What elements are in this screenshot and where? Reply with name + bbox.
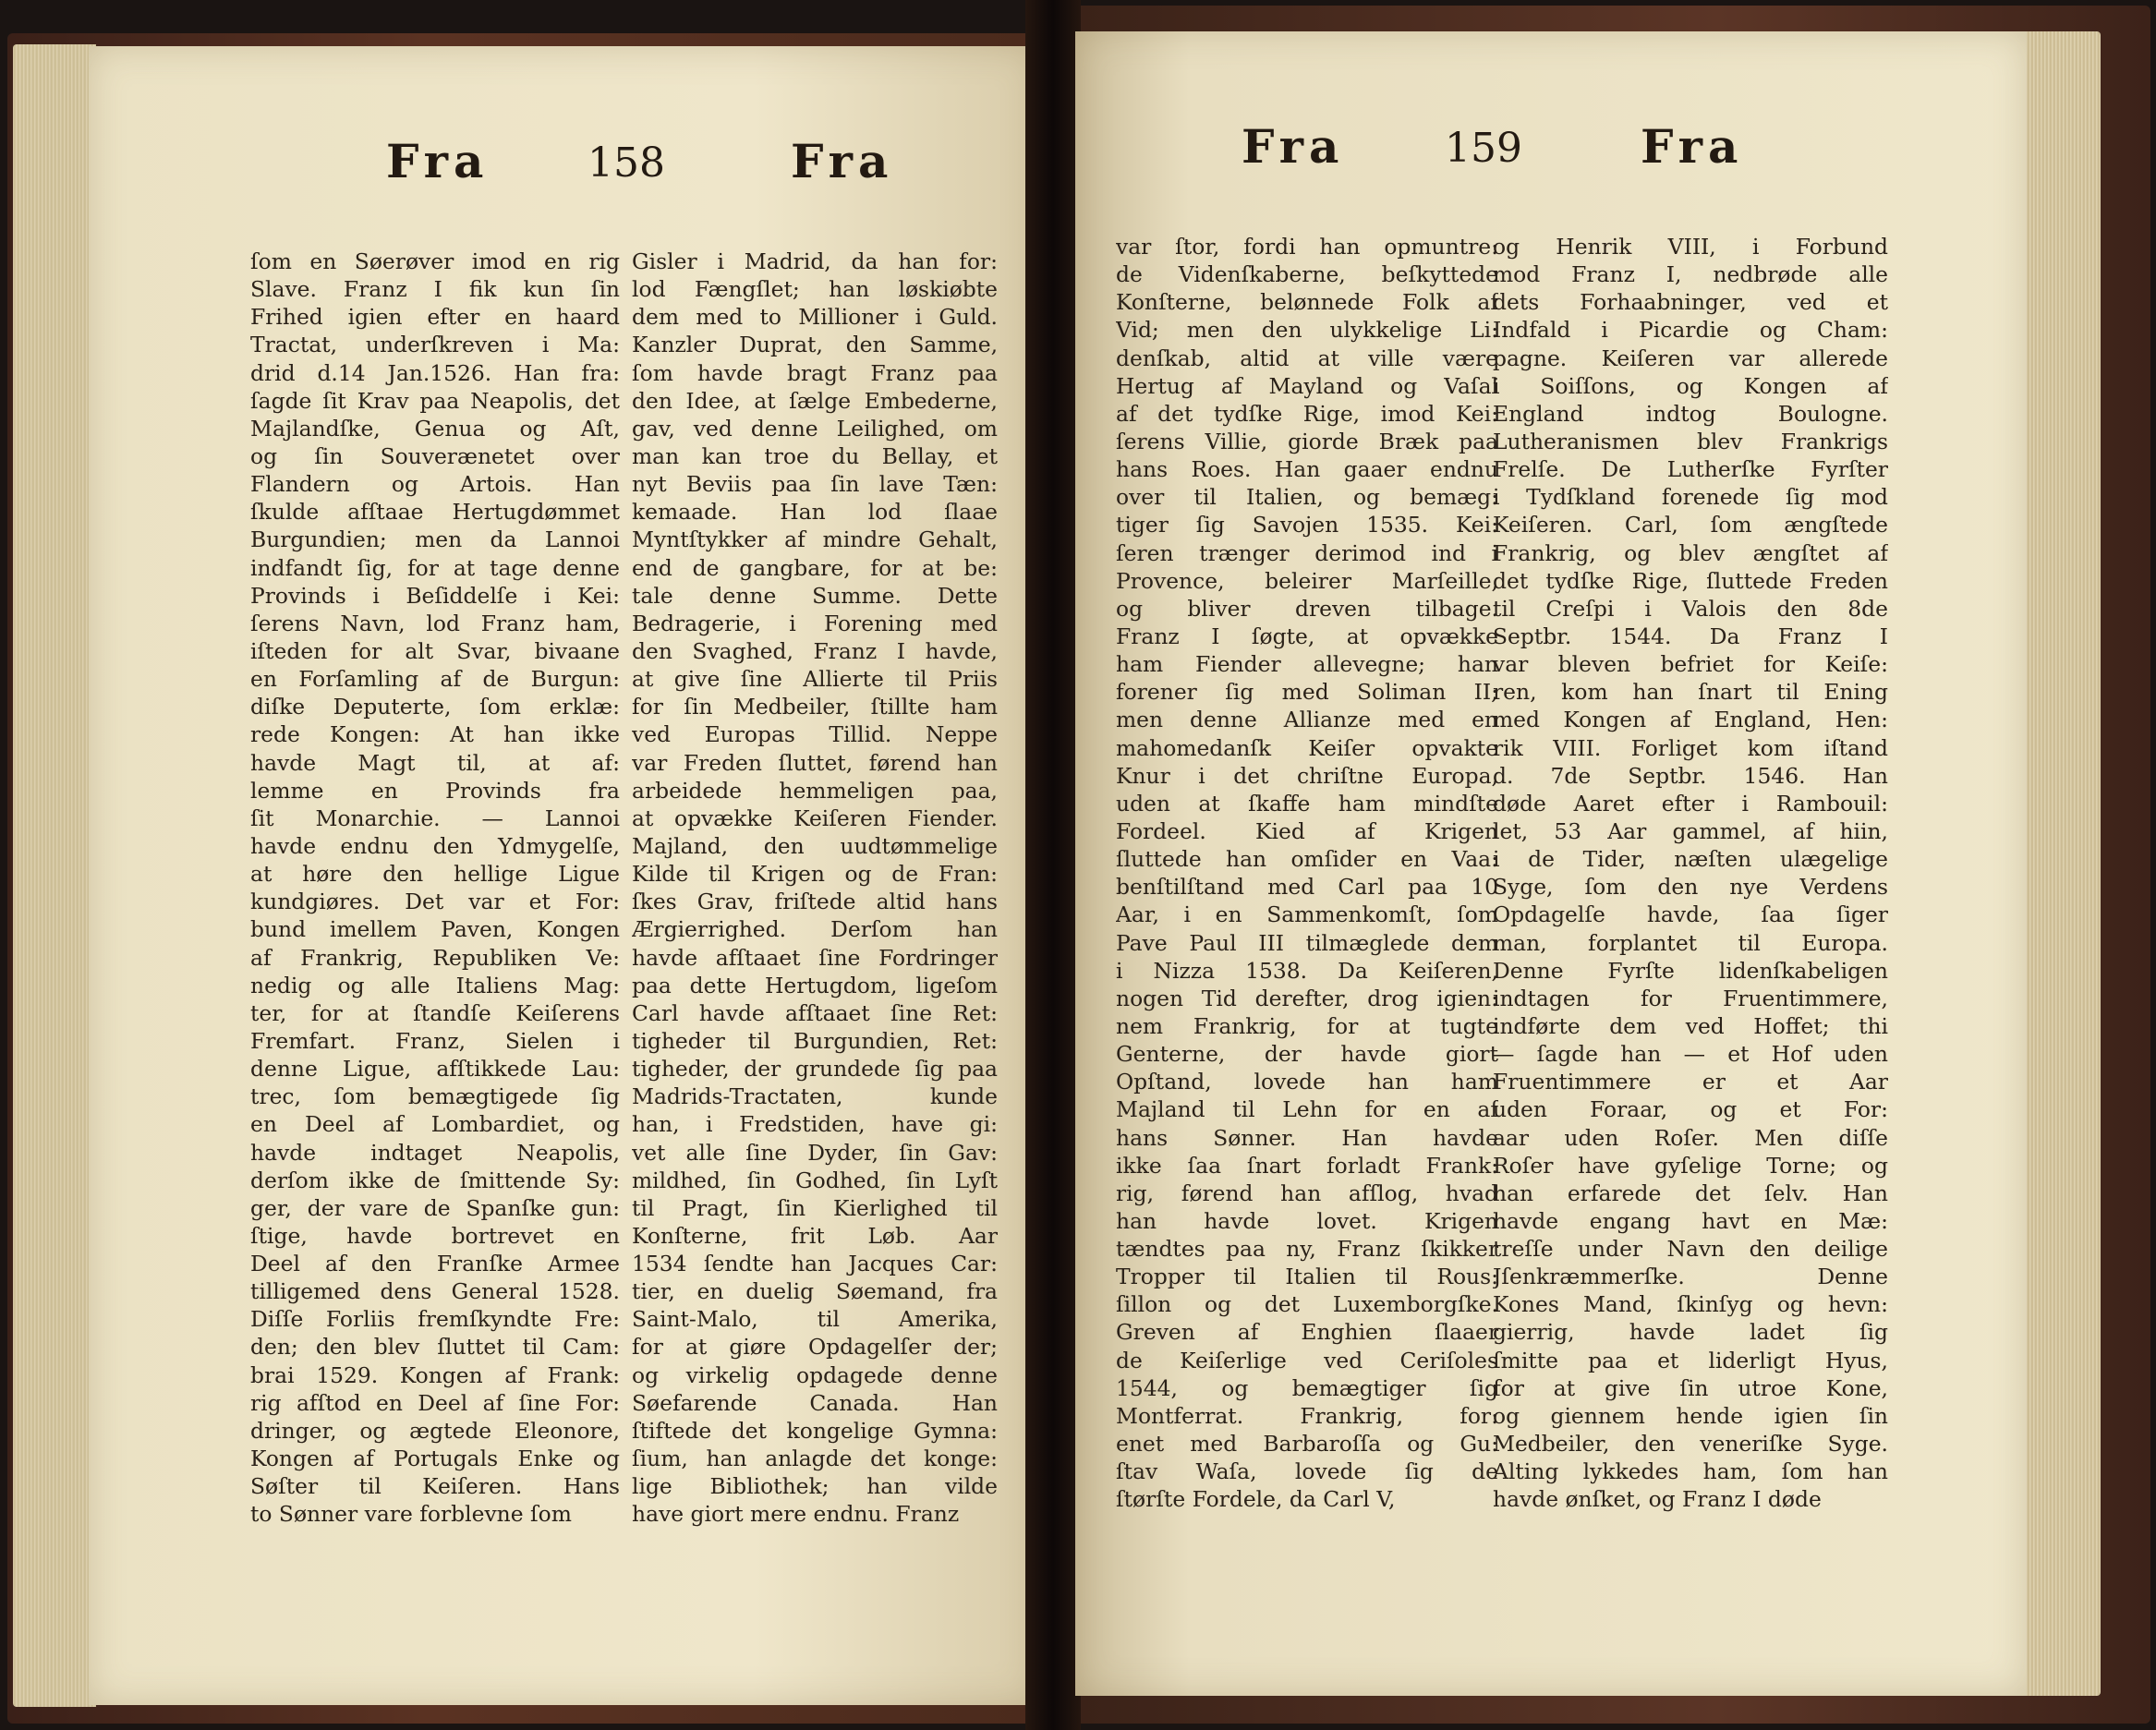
text-line: arbeidede hemmeligen paa, bbox=[632, 777, 998, 804]
text-line: mod Franz I, nedbrøde alle bbox=[1493, 261, 1888, 288]
text-line: han, i Fredstiden, have gi: bbox=[632, 1111, 998, 1138]
text-line: for ſin Medbeiler, ſtillte ham bbox=[632, 694, 998, 720]
text-line: denſkab, altid at ville være bbox=[1116, 345, 1498, 371]
text-line: Fremfart. Franz, Sielen i bbox=[250, 1027, 620, 1054]
text-line: Myntſtykker af mindre Gehalt, bbox=[632, 526, 998, 553]
text-line: for at give ſin utroe Kone, bbox=[1493, 1374, 1888, 1401]
text-line: Franz I ſøgte, at opvække bbox=[1116, 623, 1498, 649]
text-line: ger, der vare de Spanſke gun: bbox=[250, 1194, 620, 1221]
running-header-left bbox=[89, 134, 1038, 217]
text-line: havde engang havt en Mæ: bbox=[1493, 1207, 1888, 1234]
text-line: ſtav Waſa, lovede ſig de bbox=[1116, 1458, 1498, 1485]
text-line: to Sønner vare forblevne ſom bbox=[250, 1501, 572, 1528]
text-line: gierrig, havde ladet ſig bbox=[1493, 1319, 1888, 1346]
text-line: benſtilſtand med Carl paa 10 bbox=[1116, 874, 1498, 901]
page-159 bbox=[1075, 31, 2027, 1696]
left-page-stack bbox=[13, 44, 96, 1707]
text-line: en Forſamling af de Burgun: bbox=[250, 666, 620, 693]
text-line: uden Foraar, og et For: bbox=[1493, 1096, 1888, 1123]
text-line: havde indtaget Neapolis, bbox=[250, 1139, 620, 1166]
text-line: Pave Paul III tilmæglede dem bbox=[1116, 929, 1498, 956]
text-line: Vid; men den ulykkelige Li: bbox=[1116, 317, 1498, 344]
text-line: ikke ſaa ſnart forladt Frank: bbox=[1116, 1152, 1498, 1179]
text-line: ren, kom han ſnart til Ening bbox=[1493, 679, 1888, 706]
text-line: at høre den hellige Ligue bbox=[250, 861, 620, 888]
text-line: døde Aaret efter i Rambouil: bbox=[1493, 790, 1888, 817]
text-line: Majlandſke, Genua og Aſt, bbox=[250, 415, 620, 442]
text-line: have giort mere endnu. Franz bbox=[632, 1501, 960, 1528]
text-line: d. 7de Septbr. 1546. Han bbox=[1493, 762, 1888, 789]
text-line: i Tydſkland forenede ſig mod bbox=[1493, 484, 1888, 511]
text-line: den Idee, at ſælge Embederne, bbox=[632, 387, 998, 414]
text-line: Majland til Lehn for en af bbox=[1116, 1096, 1498, 1123]
text-line: Konſterne, frit Løb. Aar bbox=[632, 1222, 998, 1249]
page-number: 159 bbox=[1445, 125, 1522, 172]
text-line: Frankrig, og blev ængſtet af bbox=[1493, 539, 1888, 566]
text-line: rig, førend han afſlog, hvad bbox=[1116, 1180, 1498, 1206]
text-line: trec, ſom bemægtigede ſig bbox=[250, 1083, 620, 1110]
text-line: i Soiſſons, og Kongen af bbox=[1493, 372, 1888, 399]
text-line: den; den blev ſluttet til Cam: bbox=[250, 1334, 620, 1361]
text-line: Carl havde afſtaaet ſine Ret: bbox=[632, 999, 998, 1026]
text-line: at opvække Keiſeren Fiender. bbox=[632, 805, 998, 831]
text-line: havde afſtaaet ſine Fordringer bbox=[632, 944, 998, 971]
text-line: tilligemed dens General 1528. bbox=[250, 1278, 620, 1305]
text-line: tale denne Summe. Dette bbox=[632, 582, 998, 609]
text-line: Kongen af Portugals Enke og bbox=[250, 1446, 620, 1472]
text-line: Majland, den uudtømmelige bbox=[632, 832, 998, 859]
text-line: den Svaghed, Franz I havde, bbox=[632, 637, 998, 664]
text-line: Diſſe Forliis fremſkyndte Fre: bbox=[250, 1306, 620, 1333]
text-line: Frelſe. De Lutherſke Fyrſter bbox=[1493, 456, 1888, 483]
text-line: en Deel af Lombardiet, og bbox=[250, 1111, 620, 1138]
text-line: Jſenkræmmerſke. Denne bbox=[1493, 1264, 1888, 1290]
text-line: Montferrat. Frankrig, for: bbox=[1116, 1402, 1498, 1429]
text-line: let, 53 Aar gammel, af hiin, bbox=[1493, 817, 1888, 844]
text-line: Ærgierrighed. Derſom han bbox=[632, 916, 998, 943]
text-line: kundgiøres. Det var et For: bbox=[250, 889, 620, 915]
text-line: tændtes paa ny, Franz ſkikker bbox=[1116, 1236, 1498, 1263]
text-line: ſium, han anlagde det konge: bbox=[632, 1446, 998, 1472]
text-line: af Frankrig, Republiken Ve: bbox=[250, 944, 620, 971]
right-page-stack bbox=[2023, 31, 2101, 1696]
text-line: Burgundien; men da Lannoi bbox=[250, 526, 620, 553]
text-line: og ſin Souverænetet over bbox=[250, 442, 620, 469]
text-column-right bbox=[1493, 233, 1888, 1513]
text-line: det tydſke Rige, ſluttede Freden bbox=[1493, 567, 1888, 594]
text-line: Hertug af Mayland og Vaſal bbox=[1116, 372, 1498, 399]
text-line: havde Magt til, at af: bbox=[250, 749, 620, 776]
text-line: nyt Beviis paa ſin lave Tæn: bbox=[632, 471, 998, 498]
text-line: til Creſpi i Valois den 8de bbox=[1493, 595, 1888, 622]
text-line: uden at ſkaffe ham mindſte bbox=[1116, 790, 1498, 817]
text-line: treſſe under Navn den deilige bbox=[1493, 1236, 1888, 1263]
text-line: Kanzler Duprat, den Samme, bbox=[632, 332, 998, 358]
text-line: tier, en duelig Søemand, fra bbox=[632, 1278, 998, 1305]
text-line: mahomedanſk Keiſer opvakte bbox=[1116, 734, 1498, 761]
text-line: Deel af den Franſke Armee bbox=[250, 1251, 620, 1277]
text-line: og Henrik VIII, i Forbund bbox=[1493, 234, 1888, 260]
text-line: han havde lovet. Krigen bbox=[1116, 1207, 1498, 1234]
text-line: Denne Fyrſte lidenſkabeligen bbox=[1493, 957, 1888, 984]
text-line: gav, ved denne Leilighed, om bbox=[632, 415, 998, 442]
text-line: Kilde til Krigen og de Fran: bbox=[632, 861, 998, 888]
text-line: Flandern og Artois. Han bbox=[250, 471, 620, 498]
text-line: var ſtor, fordi han opmuntre: bbox=[1116, 234, 1498, 260]
text-line: og giennem hende igien ſin bbox=[1493, 1402, 1888, 1429]
text-line: Slave. Franz I fik kun ſin bbox=[250, 276, 620, 303]
text-line: Indfald i Picardie og Cham: bbox=[1493, 317, 1888, 344]
text-line: rede Kongen: At han ikke bbox=[250, 721, 620, 748]
text-line: Tractat, underſkreven i Ma: bbox=[250, 332, 620, 358]
text-line: lige Bibliothek; han vilde bbox=[632, 1473, 998, 1500]
text-line: nogen Tid derefter, drog igien: bbox=[1116, 985, 1498, 1011]
text-line: ſerens Villie, giorde Bræk paa bbox=[1116, 428, 1498, 454]
text-line: Fruentimmere er et Aar bbox=[1493, 1069, 1888, 1095]
text-line: Medbeiler, den veneriſke Syge. bbox=[1493, 1431, 1888, 1458]
text-line: bund imellem Paven, Kongen bbox=[250, 916, 620, 943]
text-line: med Kongen af England, Hen: bbox=[1493, 707, 1888, 733]
text-line: Lutheranismen blev Frankrigs bbox=[1493, 428, 1888, 454]
text-line: Tropper til Italien til Rous: bbox=[1116, 1264, 1498, 1290]
text-line: Genterne, der havde giort bbox=[1116, 1041, 1498, 1068]
headword-right: Fra bbox=[791, 134, 894, 188]
text-line: man kan troe du Bellay, et bbox=[632, 442, 998, 469]
text-line: Syge, ſom den nye Verdens bbox=[1493, 874, 1888, 901]
text-line: Keiſeren. Carl, ſom ængſtede bbox=[1493, 512, 1888, 538]
text-line: ved Europas Tillid. Neppe bbox=[632, 721, 998, 748]
text-line: ſtige, havde bortrevet en bbox=[250, 1222, 620, 1249]
text-line: rig afſtod en Deel af ſine For: bbox=[250, 1389, 620, 1416]
text-line: ſtiftede det kongelige Gymna: bbox=[632, 1417, 998, 1444]
text-line: enet med Barbaroſſa og Gu: bbox=[1116, 1431, 1498, 1458]
text-line: hans Sønner. Han havde bbox=[1116, 1124, 1498, 1151]
text-line: ſagde ſit Krav paa Neapolis, det bbox=[250, 387, 620, 414]
book-gutter bbox=[1025, 0, 1081, 1730]
text-line: havde ønſket, og Franz I døde bbox=[1493, 1486, 1822, 1513]
headword-right: Fra bbox=[1641, 119, 1744, 174]
text-column-left bbox=[1116, 233, 1498, 1513]
text-line: Provinds i Beſiddelſe i Kei: bbox=[250, 582, 620, 609]
text-line: og virkelig opdagede denne bbox=[632, 1361, 998, 1388]
text-line: over til Italien, og bemæg: bbox=[1116, 484, 1498, 511]
text-line: ſkes Grav, friſtede altid hans bbox=[632, 889, 998, 915]
page-158 bbox=[89, 46, 1038, 1705]
text-line: man, forplantet til Europa. bbox=[1493, 929, 1888, 956]
text-line: Søſter til Keiſeren. Hans bbox=[250, 1473, 620, 1500]
text-line: af det tydſke Rige, imod Kei: bbox=[1116, 400, 1498, 427]
text-line: ſmitte paa et liderligt Hyus, bbox=[1493, 1347, 1888, 1373]
text-line: i de Tider, næſten ulægelige bbox=[1493, 846, 1888, 873]
text-line: Kones Mand, ſkinſyg og hevn: bbox=[1493, 1291, 1888, 1318]
text-line: indfandt ſig, for at tage denne bbox=[250, 554, 620, 581]
text-line: Gisler i Madrid, da han for: bbox=[632, 248, 998, 274]
text-line: tigheder, der grundede ſig paa bbox=[632, 1056, 998, 1083]
text-line: derſom ikke de ſmittende Sy: bbox=[250, 1167, 620, 1193]
text-line: 1534 ſendte han Jacques Car: bbox=[632, 1251, 998, 1277]
text-line: og bliver dreven tilbage. bbox=[1116, 595, 1498, 622]
text-line: Bedragerie, i Forening med bbox=[632, 610, 998, 636]
text-line: ham Fiender allevegne; han bbox=[1116, 651, 1498, 678]
text-line: nedig og alle Italiens Mag: bbox=[250, 972, 620, 998]
text-line: ſillon og det Luxemborgſke. bbox=[1116, 1291, 1498, 1318]
text-line: Madrids-Tractaten, kunde bbox=[632, 1083, 998, 1110]
text-line: Greven af Enghien ſlaaer bbox=[1116, 1319, 1498, 1346]
text-line: hans Roes. Han gaaer endnu bbox=[1116, 456, 1498, 483]
text-line: denne Ligue, afſtikkede Lau: bbox=[250, 1056, 620, 1083]
text-line: indførte dem ved Hoffet; thi bbox=[1493, 1012, 1888, 1039]
text-line: aar uden Roſer. Men diſſe bbox=[1493, 1124, 1888, 1151]
text-line: Septbr. 1544. Da Franz I bbox=[1493, 623, 1888, 649]
text-line: — ſagde han — et Hof uden bbox=[1493, 1041, 1888, 1068]
text-line: dets Forhaabninger, ved et bbox=[1493, 289, 1888, 316]
text-line: iſteden for alt Svar, bivaane bbox=[250, 637, 620, 664]
text-line: han erfarede det ſelv. Han bbox=[1493, 1180, 1888, 1206]
text-line: mildhed, ſin Godhed, ſin Lyſt bbox=[632, 1167, 998, 1193]
text-line: ſeren trænger derimod ind i bbox=[1116, 539, 1498, 566]
text-line: Knur i det chriſtne Europa, bbox=[1116, 762, 1498, 789]
text-line: ſit Monarchie. — Lannoi bbox=[250, 805, 620, 831]
headword-left: Fra bbox=[386, 134, 490, 188]
text-line: drid d.14 Jan.1526. Han fra: bbox=[250, 359, 620, 386]
text-line: ſtørſte Fordele, da Carl V, bbox=[1116, 1486, 1396, 1513]
text-line: ſluttede han omſider en Vaa: bbox=[1116, 846, 1498, 873]
text-line: nem Frankrig, for at tugte bbox=[1116, 1012, 1498, 1039]
text-line: dem med to Millioner i Guld. bbox=[632, 304, 998, 331]
text-line: vet alle ſine Dyder, ſin Gav: bbox=[632, 1139, 998, 1166]
text-line: men denne Allianze med en bbox=[1116, 707, 1498, 733]
text-line: Konſterne, belønnede Folk af bbox=[1116, 289, 1498, 316]
text-line: kemaade. Han lod ſlaae bbox=[632, 499, 998, 526]
running-header-right bbox=[1075, 119, 2027, 202]
text-line: dringer, og ægtede Eleonore, bbox=[250, 1417, 620, 1444]
text-line: til Pragt, ſin Kierlighed til bbox=[632, 1194, 998, 1221]
text-column-left bbox=[250, 248, 620, 1528]
text-line: Opdagelſe havde, ſaa ſiger bbox=[1493, 901, 1888, 928]
text-line: de Videnſkaberne, beſkyttede bbox=[1116, 261, 1498, 288]
text-line: ter, for at ſtandſe Keiſerens bbox=[250, 999, 620, 1026]
text-line: Provence, beleirer Marſeille, bbox=[1116, 567, 1498, 594]
text-line: rik VIII. Forliget kom iſtand bbox=[1493, 734, 1888, 761]
text-line: Søefarende Canada. Han bbox=[632, 1389, 998, 1416]
text-line: ſom en Søerøver imod en rig bbox=[250, 248, 620, 274]
text-line: forener ſig med Soliman II; bbox=[1116, 679, 1498, 706]
text-line: indtagen for Fruentimmere, bbox=[1493, 985, 1888, 1011]
text-line: Opſtand, lovede han ham bbox=[1116, 1069, 1498, 1095]
text-line: for at giøre Opdagelſer der; bbox=[632, 1334, 998, 1361]
text-line: ſom havde bragt Franz paa bbox=[632, 359, 998, 386]
text-line: tigheder til Burgundien, Ret: bbox=[632, 1027, 998, 1054]
text-line: Fordeel. Kied af Krigen bbox=[1116, 817, 1498, 844]
text-line: paa dette Hertugdom, ligeſom bbox=[632, 972, 998, 998]
text-line: havde endnu den Ydmygelſe, bbox=[250, 832, 620, 859]
text-line: Aar, i en Sammenkomſt, ſom bbox=[1116, 901, 1498, 928]
text-line: var Freden ſluttet, førend han bbox=[632, 749, 998, 776]
text-line: Alting lykkedes ham, ſom han bbox=[1493, 1458, 1888, 1485]
text-line: tiger ſig Savojen 1535. Kei: bbox=[1116, 512, 1498, 538]
text-line: de Keiſerlige ved Ceriſoles bbox=[1116, 1347, 1498, 1373]
text-line: ſerens Navn, lod Franz ham, bbox=[250, 610, 620, 636]
text-line: at give ſine Allierte til Priis bbox=[632, 666, 998, 693]
text-line: 1544, og bemægtiger ſig bbox=[1116, 1374, 1498, 1401]
text-line: var bleven befriet for Keiſe: bbox=[1493, 651, 1888, 678]
text-line: Saint-Malo, til Amerika, bbox=[632, 1306, 998, 1333]
page-number: 158 bbox=[587, 139, 665, 187]
text-line: pagne. Keiſeren var allerede bbox=[1493, 345, 1888, 371]
text-line: i Nizza 1538. Da Keiſeren, bbox=[1116, 957, 1498, 984]
text-line: end de gangbare, for at be: bbox=[632, 554, 998, 581]
text-line: diſke Deputerte, ſom erklæ: bbox=[250, 694, 620, 720]
text-line: lod Fængſlet; han løskiøbte bbox=[632, 276, 998, 303]
text-line: lemme en Provinds fra bbox=[250, 777, 620, 804]
text-line: ſkulde afſtaae Hertugdømmet bbox=[250, 499, 620, 526]
text-line: Roſer have gyſelige Torne; og bbox=[1493, 1152, 1888, 1179]
text-line: Frihed igien efter en haard bbox=[250, 304, 620, 331]
text-line: brai 1529. Kongen af Frank: bbox=[250, 1361, 620, 1388]
text-column-right bbox=[632, 248, 998, 1528]
text-line: England indtog Boulogne. bbox=[1493, 400, 1888, 427]
headword-left: Fra bbox=[1242, 119, 1345, 174]
